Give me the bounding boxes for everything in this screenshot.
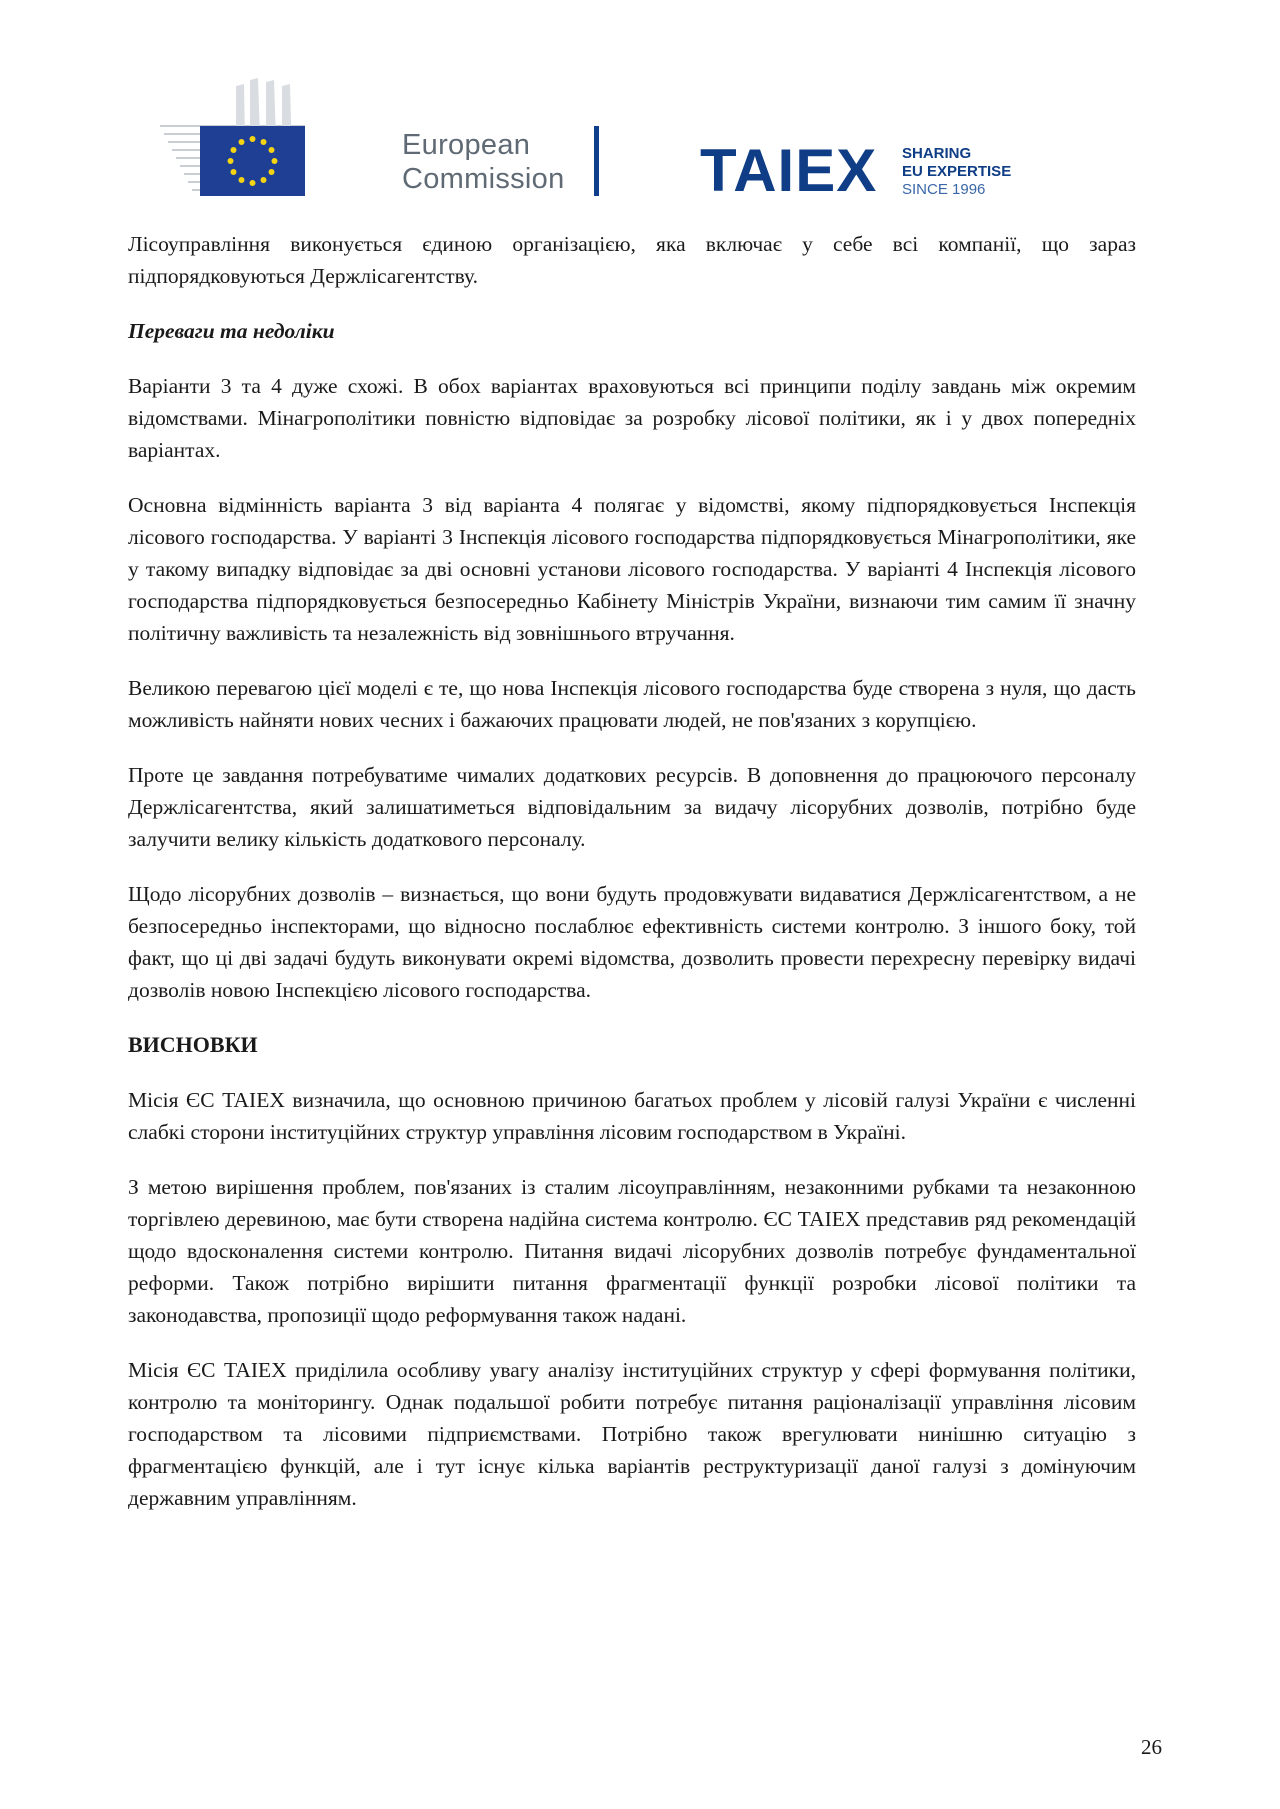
document-body — [128, 228, 1136, 1537]
taiex-wordmark: TAIEX — [700, 137, 878, 204]
section-heading-conclusions: ВИСНОВКИ — [128, 1032, 258, 1057]
paragraph: З метою вирішення проблем, пов'язаних із сталим лісоуправлінням, незаконними рубками та незаконною торгівлею деревиною, має бути створена надійна система контролю. ЄС TAIEX представив ряд рекомендацій щодо вдосконалення системи контролю. Питання видачі лісорубних дозволів потребує фундаментальної реформи. Також потрібно вирішити питання фрагментації функції розробки лісової політики та законодавства, пропозиції щодо реформування також надані. — [128, 1175, 1136, 1327]
page-header — [0, 0, 1280, 210]
taiex-tagline-3: SINCE 1996 — [902, 181, 986, 198]
ec-logo-text — [402, 128, 592, 196]
paragraph: Основна відмінність варіанта 3 від варіанта 4 полягає у відомстві, якому підпорядковується Інспекція лісового господарства. У варіанті 3 Інспекція лісового господарства підпорядковується Мінагрополітики, яке у такому випадку відповідає за дві основні установи лісового господарства. У варіанті 4 Інспекція лісового господарства підпорядковується безпосередньо Кабінету Міністрів України, визнаючи тим самим її значну політичну важливість та незалежність від зовнішнього втручання. — [128, 493, 1136, 645]
taiex-logo — [700, 137, 1030, 204]
subheading-pros-cons: Переваги та недоліки — [128, 319, 335, 343]
eu-flag-icon — [200, 126, 305, 196]
paragraph: Місія ЄС TAIEX приділила особливу увагу аналізу інституційних структур у сфері формування політики, контролю та моніторингу. Однак подальшої робити потребує питання раціоналізації управління лісовим господарством та лісовими підприємствами. Потрібно також врегулювати нинішню ситуацію з фрагментацією функцій, але і тут існує кілька варіантів реструктуризації даної галузі з домінуючим державним управлінням. — [128, 1358, 1136, 1510]
ec-logo-divider — [594, 126, 599, 196]
paragraph: Щодо лісорубних дозволів – визнається, що вони будуть продовжувати видаватися Держлісагентством, а не безпосередньо інспекторами, що відносно послаблює ефективність системи контролю. З іншого боку, той факт, що ці дві задачі будуть виконувати окремі відомства, дозволить провести перехресну перевірку видачі дозволів новою Інспекцією лісового господарства. — [128, 882, 1136, 1002]
taiex-tagline — [902, 145, 1042, 199]
page-number: 26 — [1141, 1735, 1162, 1759]
paragraph: Проте це завдання потребуватиме чималих додаткових ресурсів. В доповнення до працюючого персоналу Держлісагентства, який залишатиметься відповідальним за видачу лісорубних дозволів, потрібно буде залучити велику кількість додаткового персоналу. — [128, 763, 1136, 851]
taiex-tagline-1: SHARING — [902, 145, 972, 162]
paragraph: Великою перевагою цієї моделі є те, що нова Інспекція лісового господарства буде створена з нуля, що дасть можливість найняти нових чесних і бажаючих працювати людей, не пов'язаних з корупцією. — [128, 676, 1136, 732]
ec-logo-line-1: European — [402, 129, 531, 161]
paragraph: Лісоуправління виконується єдиною організацією, яка включає у себе всі компанії, що зараз підпорядковуються Держлісагентству. — [128, 232, 1136, 288]
taiex-tagline-2: EU EXPERTISE — [902, 163, 1012, 180]
paragraph: Варіанти 3 та 4 дуже схожі. В обох варіантах враховуються всі принципи поділу завдань між окремим відомствами. Мінагрополітики повністю відповідає за розробку лісової політики, як і у двох попередніх варіантах. — [128, 374, 1136, 462]
ec-logo-line-2: Commission — [402, 163, 565, 195]
european-commission-logo — [150, 78, 580, 198]
paragraph: Місія ЄС TAIEX визначила, що основною причиною багатьох проблем у лісовій галузі України є численні слабкі сторони інституційних структур управління лісовим господарством в Україні. — [128, 1088, 1136, 1144]
